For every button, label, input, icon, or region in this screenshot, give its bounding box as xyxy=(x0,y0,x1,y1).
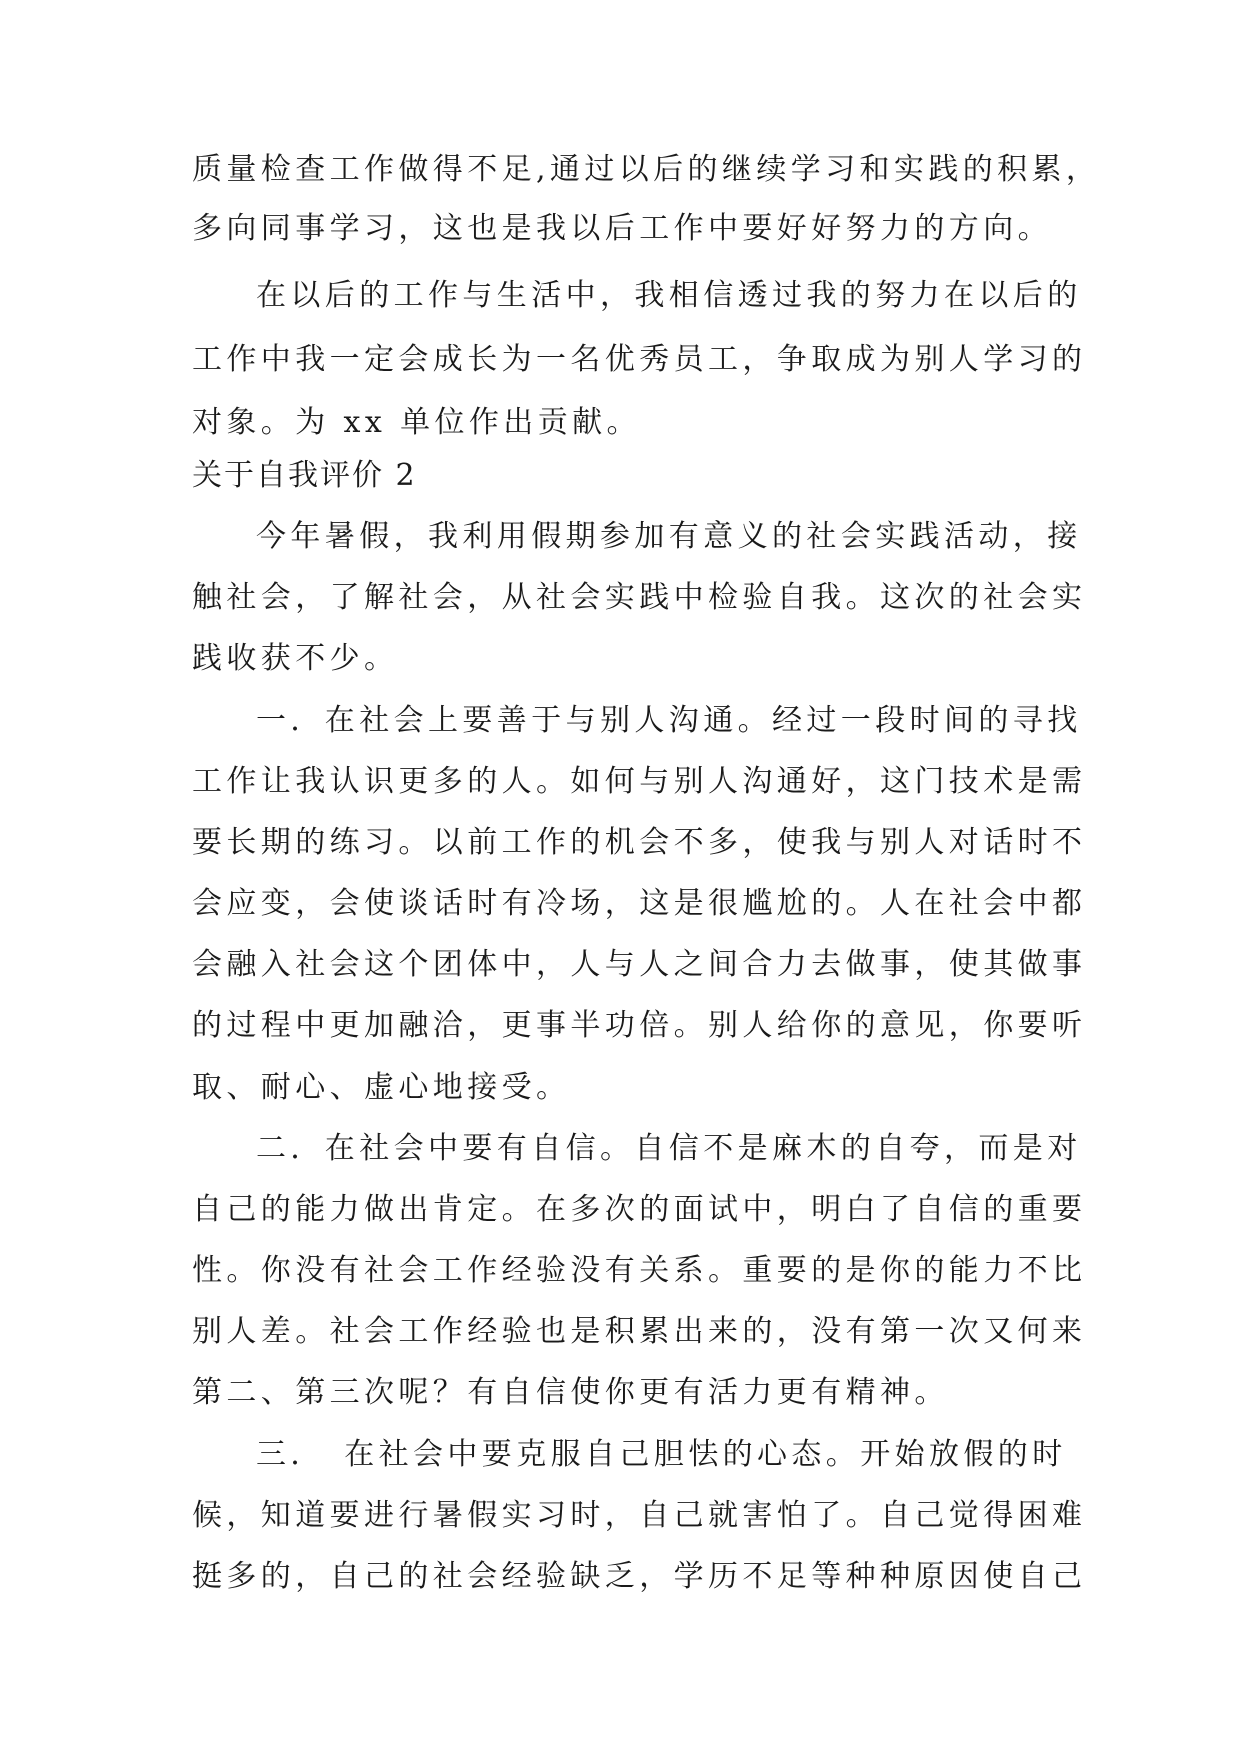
text-line: 取、耐心、虚心地接受。 xyxy=(192,1070,571,1105)
text-line: 工作中我一定会成长为一名优秀员工，争取成为别人学习的 xyxy=(192,342,1087,377)
paragraph-start-line: 在以后的工作与生活中，我相信透过我的努力在以后的 xyxy=(256,278,1082,313)
text-line: 对象。为 xx 单位作出贡献。 xyxy=(192,405,641,440)
text-line: 工作让我认识更多的人。如何与别人沟通好，这门技术是需 xyxy=(192,764,1087,799)
paragraph-start-line: 三． 在社会中要克服自己胆怯的心态。开始放假的时 xyxy=(256,1437,1067,1472)
text-line: 触社会，了解社会，从社会实践中检验自我。这次的社会实 xyxy=(192,580,1087,615)
text-line: 践收获不少。 xyxy=(192,641,399,676)
text-line: 的过程中更加融洽，更事半功倍。别人给你的意见，你要听 xyxy=(192,1008,1087,1043)
text-line: 要长期的练习。以前工作的机会不多，使我与别人对话时不 xyxy=(192,825,1087,860)
text-line: 第二、第三次呢？有自信使你更有活力更有精神。 xyxy=(192,1375,949,1410)
text-line: 自己的能力做出肯定。在多次的面试中，明白了自信的重要 xyxy=(192,1192,1087,1227)
paragraph-start-line: 今年暑假，我利用假期参加有意义的社会实践活动，接 xyxy=(256,519,1082,554)
text-line: 质量检查工作做得不足,通过以后的继续学习和实践的积累， xyxy=(192,152,1101,187)
text-line: 候，知道要进行暑假实习时，自己就害怕了。自己觉得困难 xyxy=(192,1498,1087,1533)
paragraph-start-line: 二．在社会中要有自信。自信不是麻木的自夸，而是对 xyxy=(256,1131,1082,1166)
section-heading: 关于自我评价 2 xyxy=(192,458,417,493)
paragraph-start-line: 一．在社会上要善于与别人沟通。经过一段时间的寻找 xyxy=(256,703,1082,738)
text-line: 挺多的，自己的社会经验缺乏，学历不足等种种原因使自己 xyxy=(192,1559,1087,1594)
text-line: 多向同事学习，这也是我以后工作中要好好努力的方向。 xyxy=(192,211,1052,246)
text-line: 会应变，会使谈话时有冷场，这是很尴尬的。人在社会中都 xyxy=(192,886,1087,921)
text-line: 性。你没有社会工作经验没有关系。重要的是你的能力不比 xyxy=(192,1253,1087,1288)
text-line: 别人差。社会工作经验也是积累出来的，没有第一次又何来 xyxy=(192,1314,1087,1349)
text-line: 会融入社会这个团体中，人与人之间合力去做事，使其做事 xyxy=(192,947,1087,982)
